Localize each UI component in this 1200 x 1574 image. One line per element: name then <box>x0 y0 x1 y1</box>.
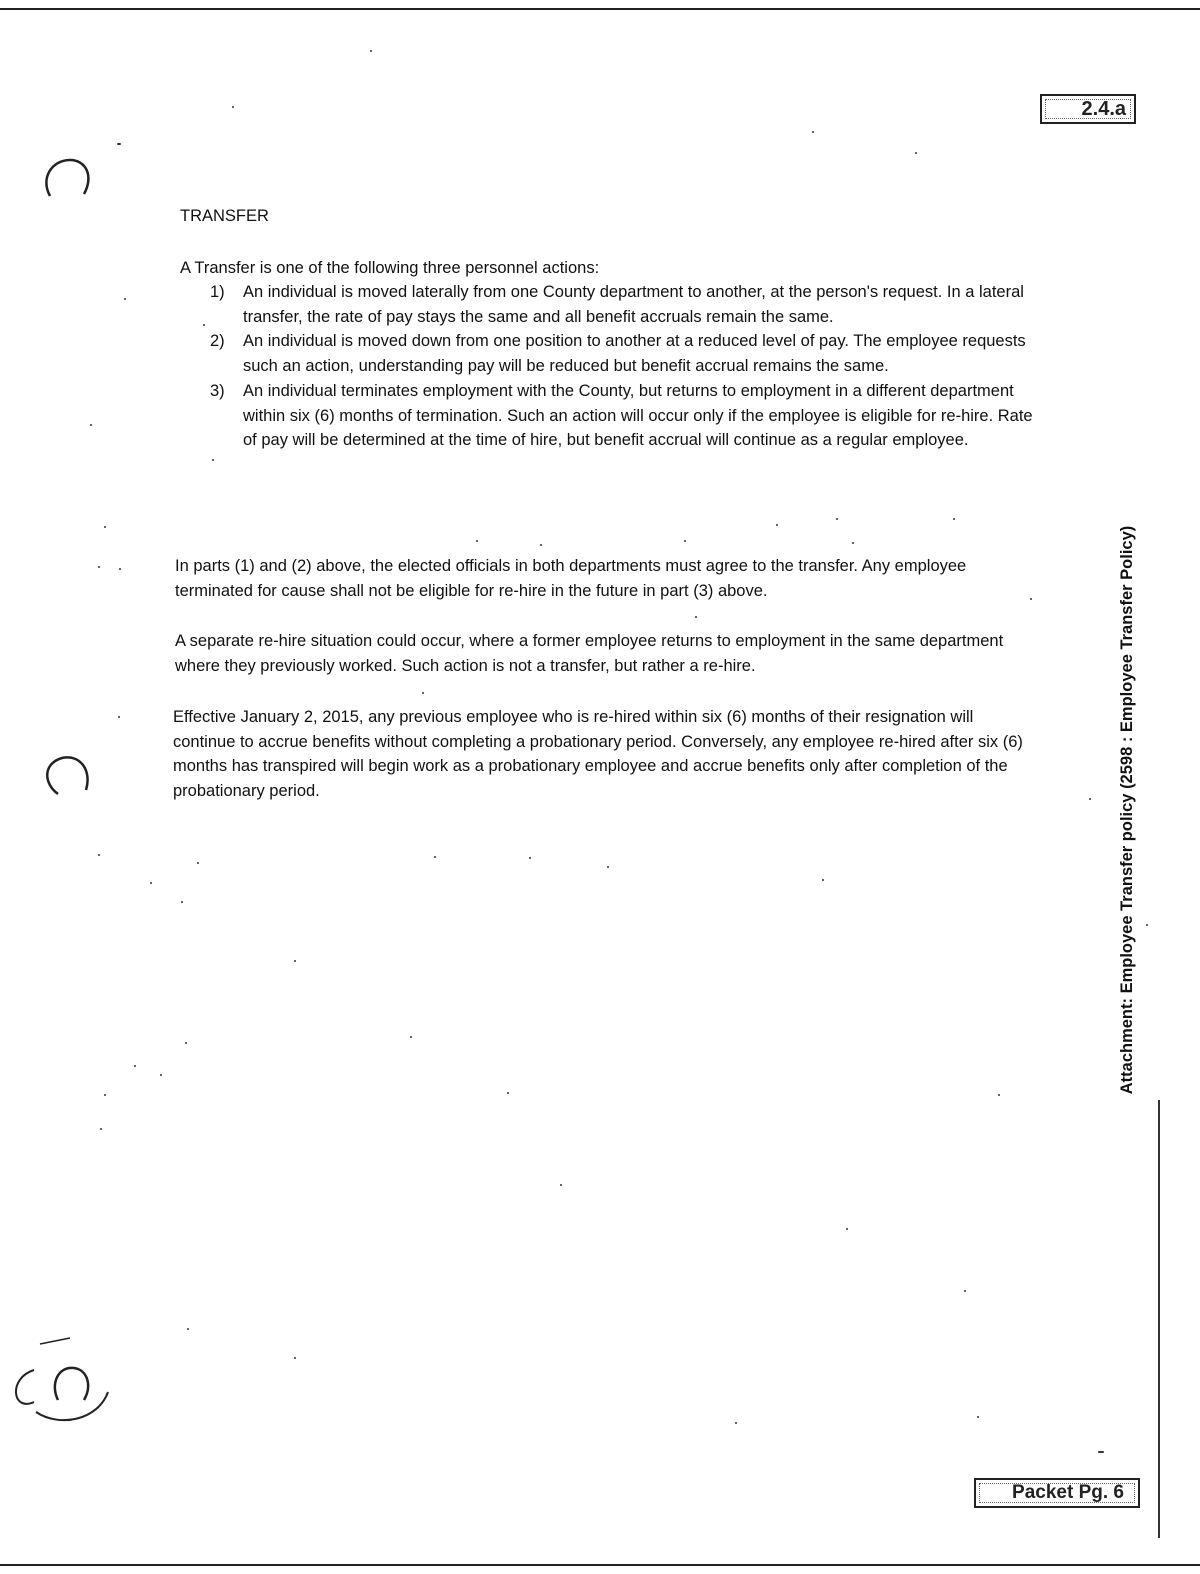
scan-speckle <box>977 1416 979 1418</box>
scan-speckle <box>998 1094 1000 1096</box>
scan-speckle <box>124 298 126 300</box>
scan-speckle <box>232 106 234 108</box>
agenda-item-badge: 2.4.a <box>1040 94 1136 124</box>
scan-speckle <box>187 1328 189 1330</box>
scan-speckle <box>846 1228 848 1230</box>
scan-speckle <box>607 866 609 868</box>
scan-speckle <box>836 518 838 520</box>
list-item-number: 3) <box>210 381 225 400</box>
scan-speckle <box>1146 924 1148 926</box>
scan-speckle <box>203 324 205 326</box>
scan-speckle <box>117 143 121 145</box>
packet-page-badge: Packet Pg. 6 <box>974 1478 1140 1508</box>
punch-hole-bottom-mark <box>40 1338 70 1344</box>
list-item <box>206 280 1046 329</box>
scan-speckle <box>735 1422 737 1424</box>
scan-speckle <box>104 526 106 528</box>
paragraph-effective-date: Effective January 2, 2015, any previous employee who is re-hired within six (6) months of their resignation will continue to accrue benefits without completing a probationary period. Conversely, any employee re-hired after six (6) months has transpired will begin work as a probationary employee and accrue benefits only after completion of the probationary period. <box>173 708 1023 801</box>
list-item-text: An individual terminates employment with the County, but returns to employment in a different department within six (6) months of termination. Such an action will occur only if the employee is eligible for re-hire. Rate of pay will be determined at the time of hire, but benefit accrual will continue as a regular employee. <box>243 381 1033 450</box>
scan-speckle <box>197 862 199 864</box>
paragraph-agreement: In parts (1) and (2) above, the elected officials in both departments must agree to the transfer. Any employee terminated for cause shall not be eligible for re-hire in the future in part (3) above. <box>175 557 967 600</box>
list-item <box>206 379 1046 453</box>
scan-speckle <box>695 616 697 618</box>
scan-speckle <box>185 1042 187 1044</box>
scan-speckle <box>434 856 436 858</box>
scan-speckle <box>118 716 120 718</box>
scan-speckle <box>422 692 424 694</box>
scan-speckle <box>852 542 854 544</box>
list-item-text: An individual is moved down from one position to another at a reduced level of pay. The employee requests such an action, understanding pay will be reduced but benefit accrual remains the same. <box>243 332 1026 376</box>
scan-speckle <box>181 901 183 903</box>
scan-speckle <box>560 1184 562 1186</box>
scan-speckle <box>212 459 214 461</box>
scan-speckle <box>119 568 121 570</box>
document-heading: TRANSFER <box>180 207 269 225</box>
list-item-text: An individual is moved laterally from one County department to another, at the person's request. In a lateral transfer, the rate of pay stays the same and all benefit accruals remain the same. <box>243 283 1024 326</box>
list-item-number: 2) <box>210 332 225 351</box>
scan-speckle <box>160 1074 162 1076</box>
scan-speckle <box>294 960 296 962</box>
scan-speckle <box>915 152 917 154</box>
transfer-actions-list <box>206 280 1046 453</box>
scan-speckle <box>776 524 778 526</box>
scan-speckle <box>476 540 478 542</box>
scan-speckle <box>540 544 542 546</box>
scan-speckle <box>100 1128 102 1130</box>
scan-speckle <box>410 1036 412 1038</box>
list-item-number: 1) <box>210 283 225 301</box>
intro-line: A Transfer is one of the following three personnel actions: <box>180 259 600 277</box>
list-item <box>206 329 1046 378</box>
scan-speckle <box>1098 1451 1104 1453</box>
scan-speckle <box>98 566 100 568</box>
scan-speckle <box>822 879 824 881</box>
punch-hole-middle <box>47 757 87 794</box>
scan-speckle <box>812 131 814 133</box>
scan-speckle <box>90 424 92 426</box>
scan-speckle <box>529 857 531 859</box>
scan-speckle <box>150 882 152 884</box>
punch-hole-bottom-outer <box>16 1370 108 1420</box>
punch-hole-bottom-inner <box>55 1368 88 1400</box>
scan-speckle <box>964 1290 966 1292</box>
scan-speckle <box>684 540 686 542</box>
scan-speckle <box>953 518 955 520</box>
scan-speckle <box>370 50 372 52</box>
scan-speckle <box>1089 798 1091 800</box>
scan-speckle <box>294 1357 296 1359</box>
scan-speckle <box>507 1092 509 1094</box>
scan-speckle <box>104 1094 106 1096</box>
scan-speckle <box>134 1065 136 1067</box>
paragraph-rehire: A separate re-hire situation could occur, where a former employee returns to employment in the same department where they previously worked. Such action is not a transfer, but rather a re-hire. <box>175 632 1004 675</box>
punch-hole-top <box>46 160 88 196</box>
scan-speckle <box>98 854 100 856</box>
attachment-side-label: Attachment: Employee Transfer policy (2598 : Employee Transfer Policy) <box>1118 525 1136 1095</box>
